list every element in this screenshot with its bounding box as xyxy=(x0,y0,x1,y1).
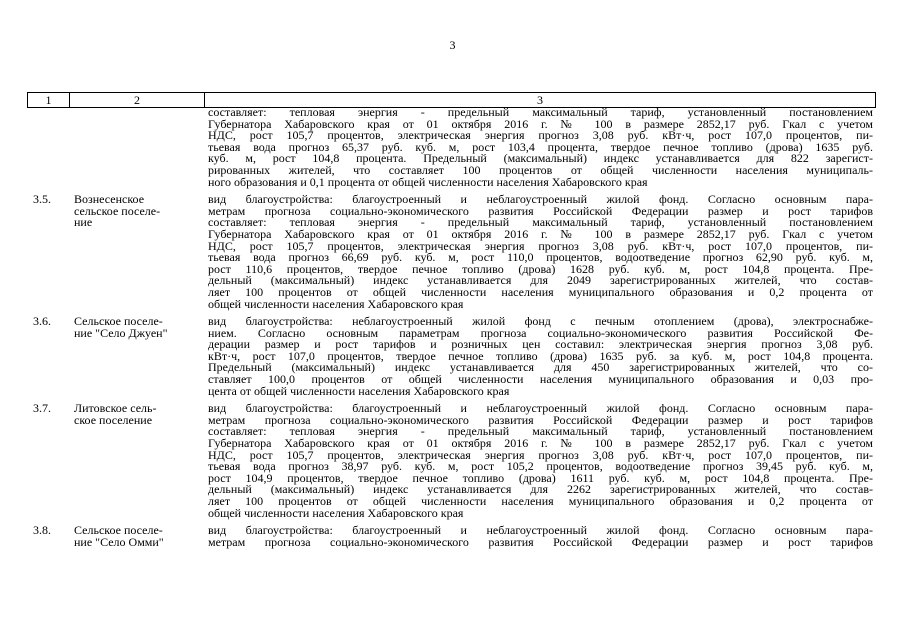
description-line: НДС, рост 105,7 процентов, электрическая энергия прогноз 3,08 руб. кВт·ч, рост 107,0 процентов, пи- xyxy=(208,447,873,462)
description xyxy=(204,107,876,188)
header-col-1: 1 xyxy=(28,93,70,107)
row-number: 3.5. xyxy=(33,192,51,207)
description-line: тьевая вода прогноз 38,97 руб. куб. м, рост 105,2 процентов, водоотведение прогноз 39,45 руб. куб. м, xyxy=(208,459,873,474)
description-line: НДС, рост 105,7 процентов, электрическая энергия прогноз 3,08 руб. кВт·ч, рост 107,0 процентов, пи- xyxy=(208,238,873,253)
table-row xyxy=(27,194,876,310)
settlement-name xyxy=(69,316,204,397)
row-number xyxy=(27,107,69,188)
description xyxy=(204,403,876,519)
settlement-name-line: ние xyxy=(74,215,93,230)
description-line: Предельный (максимальный) индекс устанавливается для 450 зарегистрированных жителей, что со- xyxy=(208,360,873,375)
description-line: метрам прогноза социально-экономического развития Российской Федерации размер и рост тарифов xyxy=(208,412,873,427)
table-row xyxy=(27,403,876,519)
description-line: вид благоустройства: благоустроенный и неблагоустроенный жилой фонд. Согласно основным пара- xyxy=(208,523,873,538)
description-line: составляет: тепловая энергия - предельный максимальный тариф, установленный постановлением xyxy=(208,105,873,119)
description-line: кВт·ч, рост 107,0 процентов, твердое печное топливо (дрова) 1635 руб. за куб. м, рост 104,8 процента. xyxy=(208,348,873,363)
row-number: 3.7. xyxy=(33,401,51,416)
description-line: вид благоустройства: благоустроенный и неблагоустроенный жилой фонд. Согласно основным пара- xyxy=(208,401,873,416)
settlement-name-line: Сельское поселе- xyxy=(74,314,163,329)
description-line: рост 104,9 процентов, твердое печное топливо (дрова) 1611 руб. куб. м, рост 104,8 процента. Пре- xyxy=(208,470,873,485)
row-number: 3.8. xyxy=(33,523,51,538)
description-line: ного образования и 0,1 процента от общей численности населения Хабаровского края xyxy=(208,174,648,189)
description-line: ставляет 100,0 процентов от общей численности населения муниципального образования и 0,03 про- xyxy=(208,372,873,387)
settlement-name-line: ние "Село Омми" xyxy=(74,534,164,549)
description xyxy=(204,316,876,397)
description-line: метрам прогноза социально-экономического развития Российской Федерации размер и рост тарифов xyxy=(208,203,873,218)
settlement-name-line: Литовское сель- xyxy=(74,401,157,416)
page-number: 3 xyxy=(449,38,456,52)
description-line: нием. Согласно основным параметрам прогноза социально-экономического развития Российской Фе- xyxy=(208,325,873,340)
description-line: метрам прогноза социально-экономического развития Российской Федерации размер и рост тарифов xyxy=(208,534,873,549)
description-line: рированных жителей, что составляет 100 процентов от общей численности населения муниципаль- xyxy=(208,162,873,177)
settlement-name xyxy=(69,525,204,548)
description-line: вид благоустройства: благоустроенный и неблагоустроенный жилой фонд. Согласно основным пара- xyxy=(208,192,873,207)
table-row xyxy=(27,525,876,548)
description-line: ляет 100 процентов от общей численности населения муниципального образования и 0,2 процента от xyxy=(208,494,873,508)
settlement-name-line: ние "Село Джуен" xyxy=(74,325,168,340)
description-line: составляет: тепловая энергия - предельный максимальный тариф, установленный постановлением xyxy=(208,424,873,439)
description-line: вид благоустройства: неблагоустроенный жилой фонд с печным отоплением (дрова), электроснабже- xyxy=(208,314,873,329)
description-line: тьевая вода прогноз 66,69 руб. куб. м, рост 110,0 процентов, водоотведение прогноз 62,90 руб. куб. м, xyxy=(208,250,873,265)
description-line: общей численности населения Хабаровского края xyxy=(208,296,464,311)
description-line: Губернатора Хабаровского края от 01 октября 2016 г. № 100 в размере 2852,17 руб. Гкал с учетом xyxy=(208,116,873,131)
row-number: 3.6. xyxy=(33,314,51,329)
header-col-3: 3 xyxy=(537,93,543,107)
description-line: тьевая вода прогноз 65,37 руб. куб. м, рост 103,4 процента, твердое печное топливо (дрова) 1635 руб. xyxy=(208,139,873,154)
table-row xyxy=(27,316,876,397)
settlement-name xyxy=(69,194,204,310)
description-line: общей численности населения Хабаровского края xyxy=(208,505,464,520)
description-line: цента от общей численности населения Хабаровского края xyxy=(208,383,510,398)
description-line: Губернатора Хабаровского края от 01 октября 2016 г. № 100 в размере 2852,17 руб. Гкал с учетом xyxy=(208,436,873,451)
settlement-name xyxy=(69,403,204,519)
description-line: куб. м, рост 104,8 процента. Предельный (максимальный) индекс устанавливается для 822 зарегист- xyxy=(208,151,873,166)
table-body xyxy=(27,107,876,548)
settlement-name-line: Вознесенское xyxy=(74,192,145,207)
description-line: составляет: тепловая энергия - предельный максимальный тариф, установленный постановлением xyxy=(208,215,873,230)
description-line: рост 110,6 процентов, твердое печное топливо (дрова) 1628 руб. куб. м, рост 104,8 процента. Пре- xyxy=(208,261,873,276)
description-line: ляет 100 процентов от общей численности населения муниципального образования и 0,2 процента от xyxy=(208,284,873,299)
settlement-name-line: ское поселение xyxy=(74,412,153,427)
header-col-2: 2 xyxy=(70,93,205,107)
description xyxy=(204,525,876,548)
settlement-name-line: сельское поселе- xyxy=(74,203,161,218)
table-row xyxy=(27,107,876,188)
description-line: Губернатора Хабаровского края от 01 октября 2016 г. № 100 в размере 2852,17 руб. Гкал с учетом xyxy=(208,226,873,241)
description-line: дерации размер и рост тарифов и розничных цен составил: электрическая энергия прогноз 3,08 руб. xyxy=(208,337,873,352)
description xyxy=(204,194,876,310)
description-line: дельный (максимальный) индекс устанавливается для 2262 зарегистрированных жителей, что состав- xyxy=(208,482,873,497)
settlement-name-line: Сельское поселе- xyxy=(74,523,163,538)
description-line: дельный (максимальный) индекс устанавливается для 2049 зарегистрированных жителей, что состав- xyxy=(208,273,873,288)
settlement-name xyxy=(69,107,204,188)
description-line: НДС, рост 105,7 процентов, электрическая энергия прогноз 3,08 руб. кВт·ч, рост 107,0 процентов, пи- xyxy=(208,128,873,143)
